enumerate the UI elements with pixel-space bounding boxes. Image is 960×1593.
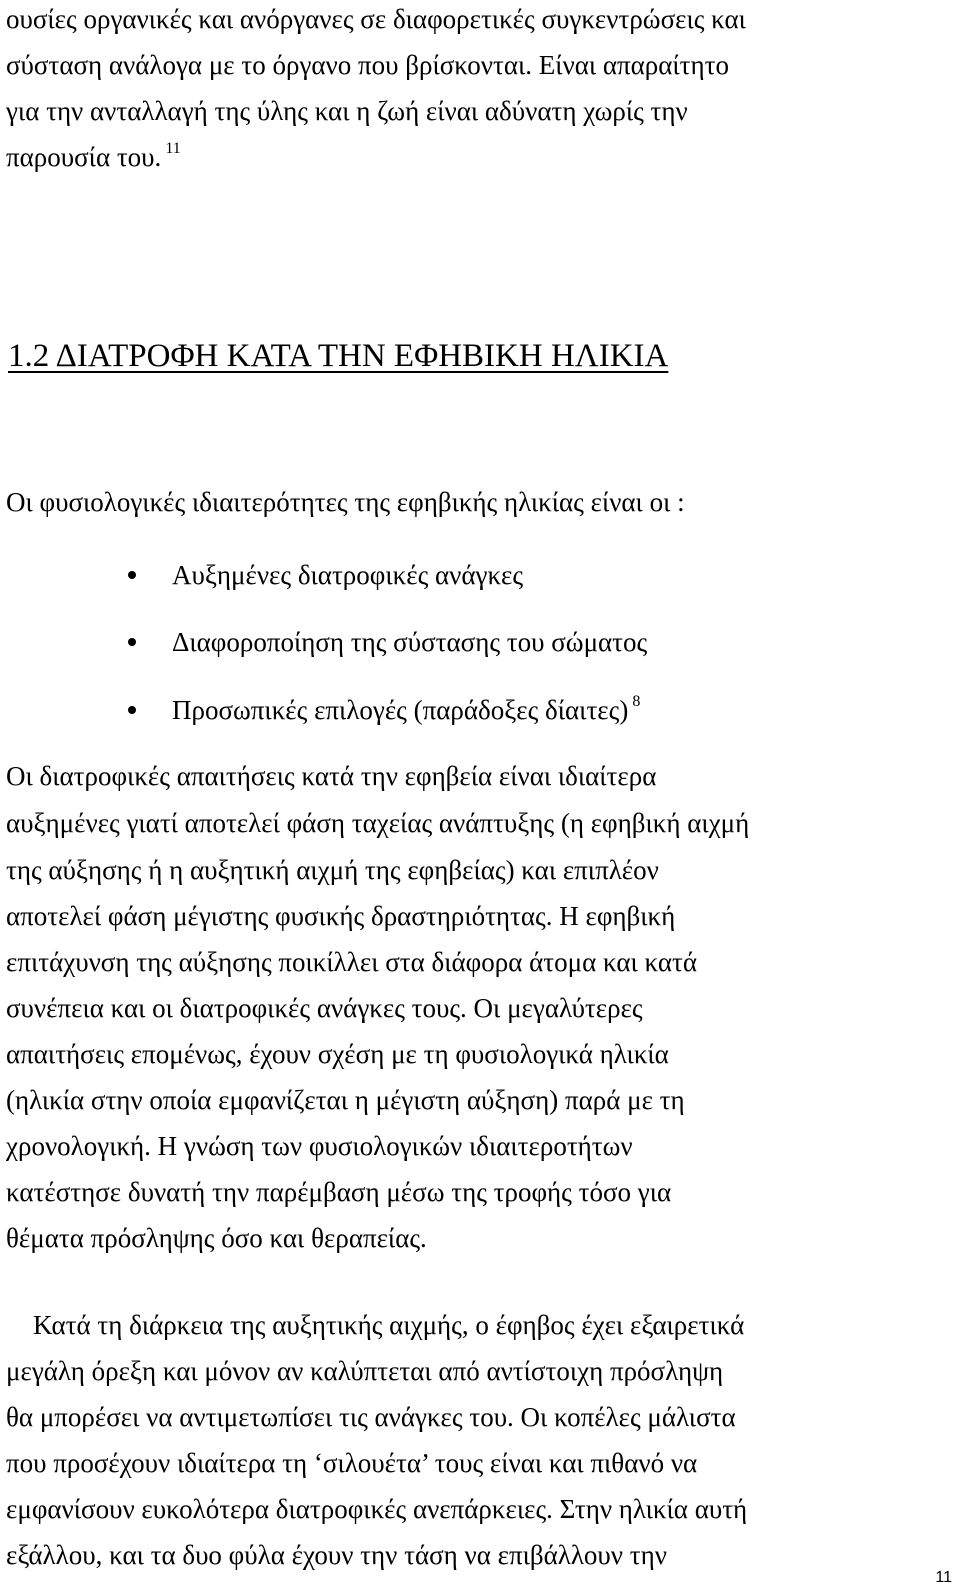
paragraph-1-line: θέματα πρόσληψης όσο και θεραπείας. <box>6 1223 427 1253</box>
bullet-text-1: Αυξημένες διατροφικές ανάγκες <box>172 560 524 590</box>
footnote-ref-8: 8 <box>632 693 641 710</box>
section-lead: Οι φυσιολογικές ιδιαιτερότητες της εφηβικής ηλικίας είναι οι : <box>6 487 685 517</box>
paragraph-2-line: εμφανίσουν ευκολότερα διατροφικές ανεπάρκειες. Στην ηλικία αυτή <box>6 1494 748 1524</box>
bullet-text-3 <box>172 693 640 727</box>
intro-line-4-text: παρουσία του. <box>6 142 162 172</box>
paragraph-1-line: χρονολογική. Η γνώση των φυσιολογικών ιδιαιτεροτήτων <box>6 1131 633 1161</box>
paragraph-2-line: θα μπορέσει να αντιμετωπίσει τις ανάγκες του. Οι κοπέλες μάλιστα <box>6 1402 736 1432</box>
paragraph-1-line: (ηλικία στην οποία εμφανίζεται η μέγιστη αύξηση) παρά με τη <box>6 1085 685 1115</box>
paragraph-1-line: κατέστησε δυνατή την παρέμβαση μέσω της τροφής τόσο για <box>6 1177 672 1207</box>
intro-line-3: για την ανταλλαγή της ύλης και η ζωή είναι αδύνατη χωρίς την <box>6 96 688 126</box>
paragraph-1-line: Οι διατροφικές απαιτήσεις κατά την εφηβεία είναι ιδιαίτερα <box>6 761 657 791</box>
section-heading: 1.2 ΔΙΑΤΡΟΦΗ ΚΑΤΑ ΤΗΝ ΕΦΗΒΙΚΗ ΗΛΙΚΙΑ <box>8 338 669 374</box>
paragraph-1-line: της αύξησης ή η αυξητική αιχμή της εφηβείας) και επιπλέον <box>6 855 659 885</box>
paragraph-1-line: αποτελεί φάση μέγιστης φυσικής δραστηριότητας. Η εφηβική <box>6 901 676 931</box>
paragraph-2-line: που προσέχουν ιδιαίτερα τη ‘σιλουέτα’ τους είναι και πιθανό να <box>6 1448 698 1478</box>
intro-line-1: ουσίες οργανικές και ανόργανες σε διαφορετικές συγκεντρώσεις και <box>6 4 746 34</box>
paragraph-2-line: Κατά τη διάρκεια της αυξητικής αιχμής, ο έφηβος έχει εξαιρετικά <box>6 1310 745 1340</box>
intro-line-4 <box>6 140 181 174</box>
bullet-text-3-label: Προσωπικές επιλογές (παράδοξες δίαιτες) <box>172 695 629 725</box>
paragraph-1-line: απαιτήσεις επομένως, έχουν σχέση με τη φυσιολογικά ηλικία <box>6 1039 669 1069</box>
bullet-text-2: Διαφοροποίηση της σύστασης του σώματος <box>172 627 648 657</box>
paragraph-1-line: επιτάχυνση της αύξησης ποικίλλει στα διάφορα άτομα και κατά <box>6 947 698 977</box>
paragraph-2-line: μεγάλη όρεξη και μόνον αν καλύπτεται από αντίστοιχη πρόσληψη <box>6 1356 724 1386</box>
intro-line-2: σύσταση ανάλογα με το όργανο που βρίσκονται. Είναι απαραίτητο <box>6 50 730 80</box>
paragraph-2-line: εξάλλου, και τα δυο φύλα έχουν την τάση να επιβάλλουν την <box>6 1540 667 1570</box>
page-number: 11 <box>935 1569 952 1586</box>
bullet-icon <box>128 638 136 646</box>
bullet-icon <box>128 706 136 714</box>
bullet-icon <box>128 571 136 579</box>
paragraph-1-line: αυξημένες γιατί αποτελεί φάση ταχείας ανάπτυξης (η εφηβική αιχμή <box>6 808 750 838</box>
footnote-ref-11: 11 <box>165 140 181 157</box>
paragraph-1-line: συνέπεια και οι διατροφικές ανάγκες τους. Οι μεγαλύτερες <box>6 993 643 1023</box>
